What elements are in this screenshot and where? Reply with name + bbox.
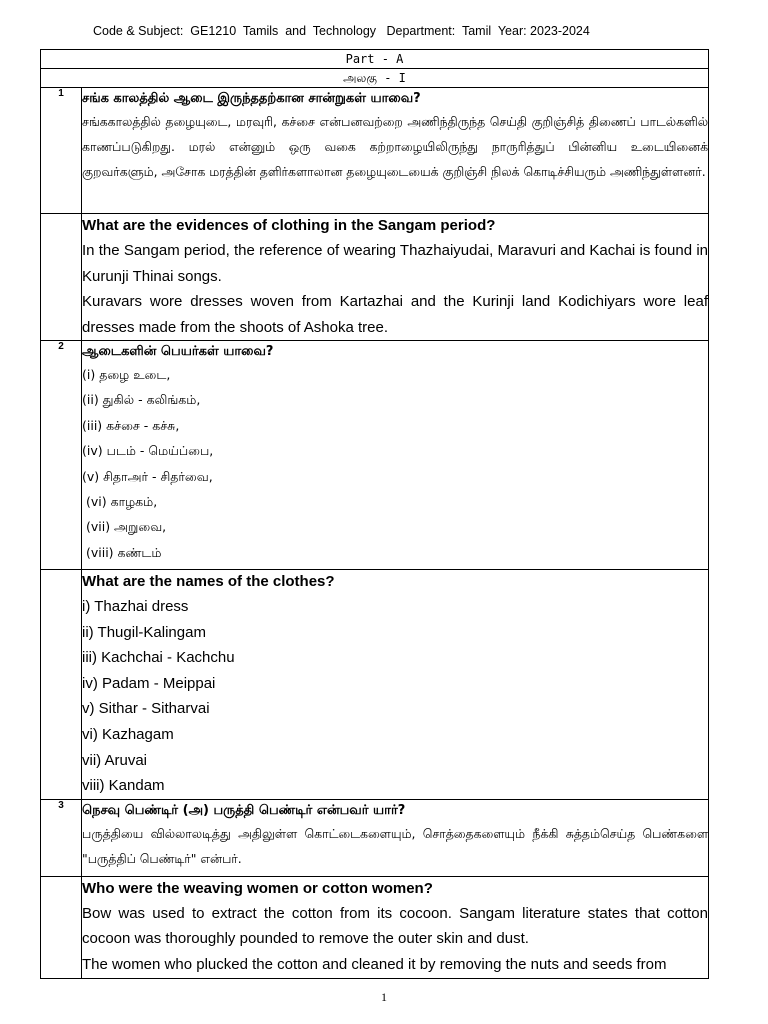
question-row [41,341,709,570]
question-text: Who were the weaving women or cotton women? [82,879,433,897]
question-row [41,876,709,978]
question-number: 1 [41,88,82,214]
question-table [40,49,709,979]
list-item: iii) Kachchai - Kachchu [82,649,235,667]
part-title: Part - A [41,50,709,69]
list-item: vii) Aruvai [82,751,148,769]
question-text: What are the names of the clothes? [82,573,335,590]
question-row [41,88,709,214]
answer-cell [82,876,709,978]
empty-number-cell [41,570,82,800]
list-item: iv) Padam - Meippai [82,674,216,692]
question-text: சங்க காலத்தில் ஆடை இருந்ததற்கான சான்றுகள் யாவை? [82,91,421,106]
question-row [41,570,709,800]
question-row [41,214,709,341]
empty-number-cell [41,876,82,978]
list-item: (viii) கண்டம் [82,544,162,560]
answer-paragraph: Bow was used to extract the cotton from its cocoon. Sangam literature states that cotton cocoon was thoroughly pounded to remove the outer skin and dust. [82,904,708,948]
document-header: Code & Subject: GE1210 Tamils and Technology Department: Tamil Year: 2023-2024 [93,24,590,38]
unit-row [41,69,709,88]
part-row [41,50,709,69]
answer-paragraph: Kuravars wore dresses woven from Kartazhai and the Kurinji land Kodichiyars wore leaf dresses made from the shoots of Ashoka tree. [82,293,708,336]
answer-paragraph: In the Sangam period, the reference of wearing Thazhaiyudai, Maravuri and Kachai is found in Kurunji Thinai songs. [82,242,708,285]
question-text: What are the evidences of clothing in the Sangam period? [82,217,496,234]
answer-text: பருத்தியை வில்லாலடித்து அதிலுள்ள கொட்டைகளையும், சொத்தைகளையும் நீக்கி சுத்தம்செய்த பெண்களை "பருத்திப் பெண்டிர்" என்பர். [82,825,708,866]
empty-number-cell [41,214,82,341]
list-item: (iv) படம் - மெய்ப்பை, [82,443,214,459]
answer-text: சங்ககாலத்தில் தழையுடை, மரவுரி, கச்சை என்பனவற்றை அணிந்திருந்த செய்தி குறிஞ்சித் திணைப் பாடல்களில் காணப்படுகிறது. மரல் என்னும் ஒரு வகை கற்றாழையிலிருந்து நாருரித்துப் பின்னிய உடையினைக் குறவர்களும், அசோக மரத்தின் தளிர்களாலான தழையுடையைக் குறிஞ்சி நிலக் கொடிச்சியரும் அணிந்துள்ளனர். [82,114,708,179]
answer-cell [82,214,709,341]
answer-cell [82,799,709,876]
question-number: 3 [41,799,82,876]
question-row [41,799,709,876]
answer-cell [82,570,709,800]
list-item: (iii) கச்சை - கச்சு, [82,417,180,433]
question-text: நெசவு பெண்டிர் (அ) பருத்தி பெண்டிர் என்பவர் யார்? [82,802,406,818]
list-item: i) Thazhai dress [82,598,189,615]
unit-title: அலகு - I [41,69,709,88]
question-text: ஆடைகளின் பெயர்கள் யாவை? [82,344,274,359]
list-item: vi) Kazhagam [82,725,174,743]
answer-paragraph: The women who plucked the cotton and cleaned it by removing the nuts and seeds from [82,955,667,973]
answer-cell [82,88,709,214]
list-item: ii) Thugil-Kalingam [82,623,206,641]
question-number: 2 [41,341,82,570]
list-item: (i) தழை உடை, [82,367,171,382]
list-item: (ii) துகில் - கலிங்கம், [82,392,201,408]
list-item: (vi) காழகம், [82,494,158,510]
list-item: (vii) அறுவை, [82,519,167,535]
answer-cell [82,341,709,570]
list-item: (v) சிதாஅர் - சிதர்வை, [82,468,213,484]
page-number: 1 [381,990,387,1004]
list-item: v) Sithar - Sitharvai [82,700,210,718]
list-item: viii) Kandam [82,777,165,795]
